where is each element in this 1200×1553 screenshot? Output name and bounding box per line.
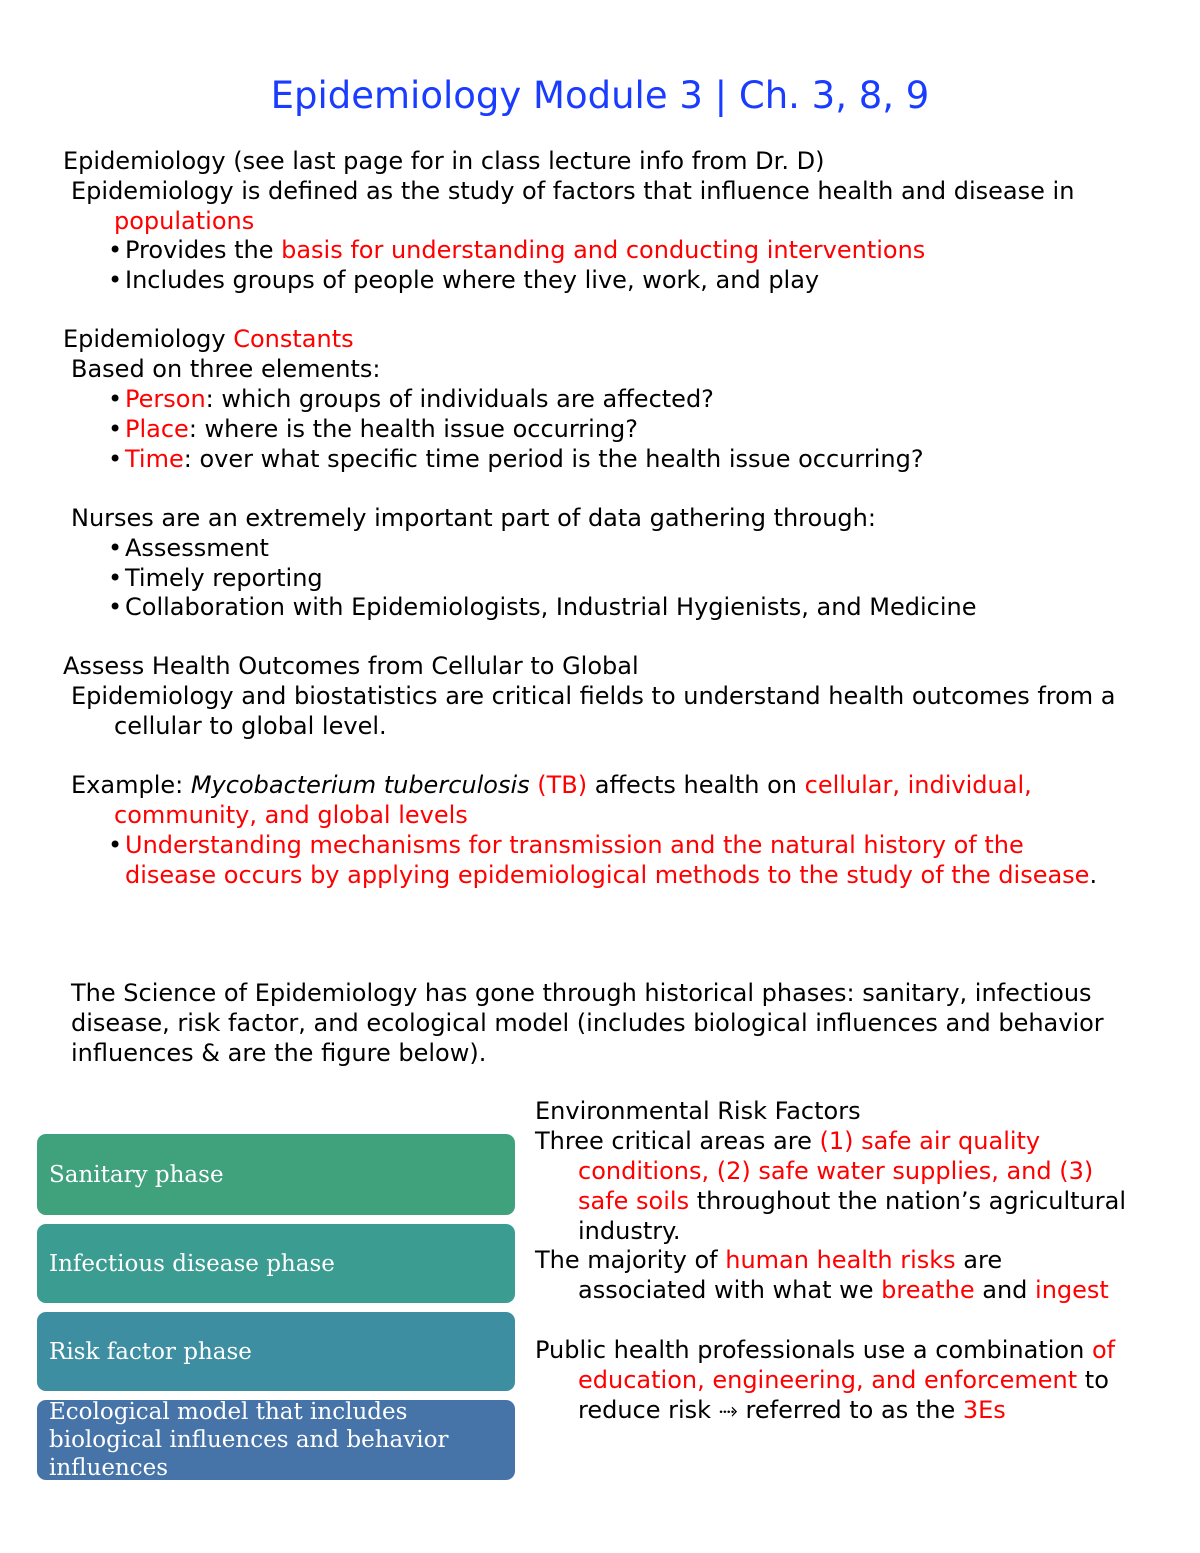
list-item: • Assessment	[108, 534, 269, 562]
health-outcomes-body: Epidemiology and biostatistics are critical fields to understand health outcomes from a cellular to global level.	[71, 682, 1116, 740]
list-item-tb-mechanisms: • Understanding mechanisms for transmission and the natural history of the disease occurs by applying epidemiological methods to the study of the disease.	[108, 831, 1098, 889]
phases-diagram	[37, 1134, 515, 1489]
definition-text: Epidemiology is defined as the study of factors that influence health and disease in	[71, 177, 1075, 205]
section-heading-health-outcomes: Assess Health Outcomes from Cellular to Global	[63, 652, 639, 680]
bullet-icon: •	[108, 415, 123, 443]
env-health-risks: The majority of human health risks are associated with what we breathe and ingest	[535, 1246, 1109, 1304]
env-heading: Environmental Risk Factors	[535, 1097, 861, 1125]
list-item: • Collaboration with Epidemiologists, Industrial Hygienists, and Medicine	[108, 593, 977, 621]
nurses-intro: Nurses are an extremely important part of data gathering through:	[71, 504, 876, 532]
definition-highlight: populations	[114, 207, 255, 235]
section-heading-epidemiology: Epidemiology (see last page for in class lecture info from Dr. D)	[63, 147, 825, 175]
bullet-icon: •	[108, 266, 123, 294]
section-heading-constants: Epidemiology Constants	[63, 325, 354, 353]
bullet-icon: •	[108, 564, 123, 592]
list-item: • Timely reporting	[108, 564, 323, 592]
bullet-icon: •	[108, 236, 123, 264]
epidemiology-definition	[71, 176, 1189, 236]
historical-phases-text: The Science of Epidemiology has gone through historical phases: sanitary, infectious disease, risk factor, and ecological model (includes biological influences and behavior influences & are the figure below).	[71, 979, 1104, 1067]
list-item-place: • Place: where is the health issue occurring?	[108, 415, 639, 443]
phase-ecological-model: Ecological model that includes biological influences and behavior influences	[37, 1400, 515, 1480]
tb-example: Example: Mycobacterium tuberculosis (TB) affects health on cellular, individual, community, and global levels	[71, 771, 1032, 829]
list-item-time: • Time: over what specific time period is the health issue occurring?	[108, 445, 924, 473]
phase-infectious-disease: Infectious disease phase	[37, 1224, 515, 1303]
bullet-icon: •	[108, 593, 123, 621]
bullet-icon: •	[108, 831, 123, 859]
list-item: • Provides the basis for understanding and conducting interventions	[108, 236, 926, 264]
page-title: Epidemiology Module 3 | Ch. 3, 8, 9	[270, 74, 930, 117]
bullet-icon: •	[108, 385, 123, 413]
env-critical-areas: Three critical areas are (1) safe air quality conditions, (2) safe water supplies, and (3) safe soils throughout the nation’s agricultural industry.	[535, 1127, 1127, 1245]
phase-risk-factor: Risk factor phase	[37, 1312, 515, 1391]
list-item-person: • Person: which groups of individuals are affected?	[108, 385, 714, 413]
bullet-icon: •	[108, 445, 123, 473]
list-item: • Includes groups of people where they live, work, and play	[108, 266, 820, 294]
env-3es: Public health professionals use a combination of education, engineering, and enforcement to reduce risk ⤑ referred to as the 3Es	[535, 1336, 1116, 1424]
constants-intro: Based on three elements:	[71, 355, 381, 383]
phase-sanitary: Sanitary phase	[37, 1134, 515, 1215]
bullet-icon: •	[108, 534, 123, 562]
